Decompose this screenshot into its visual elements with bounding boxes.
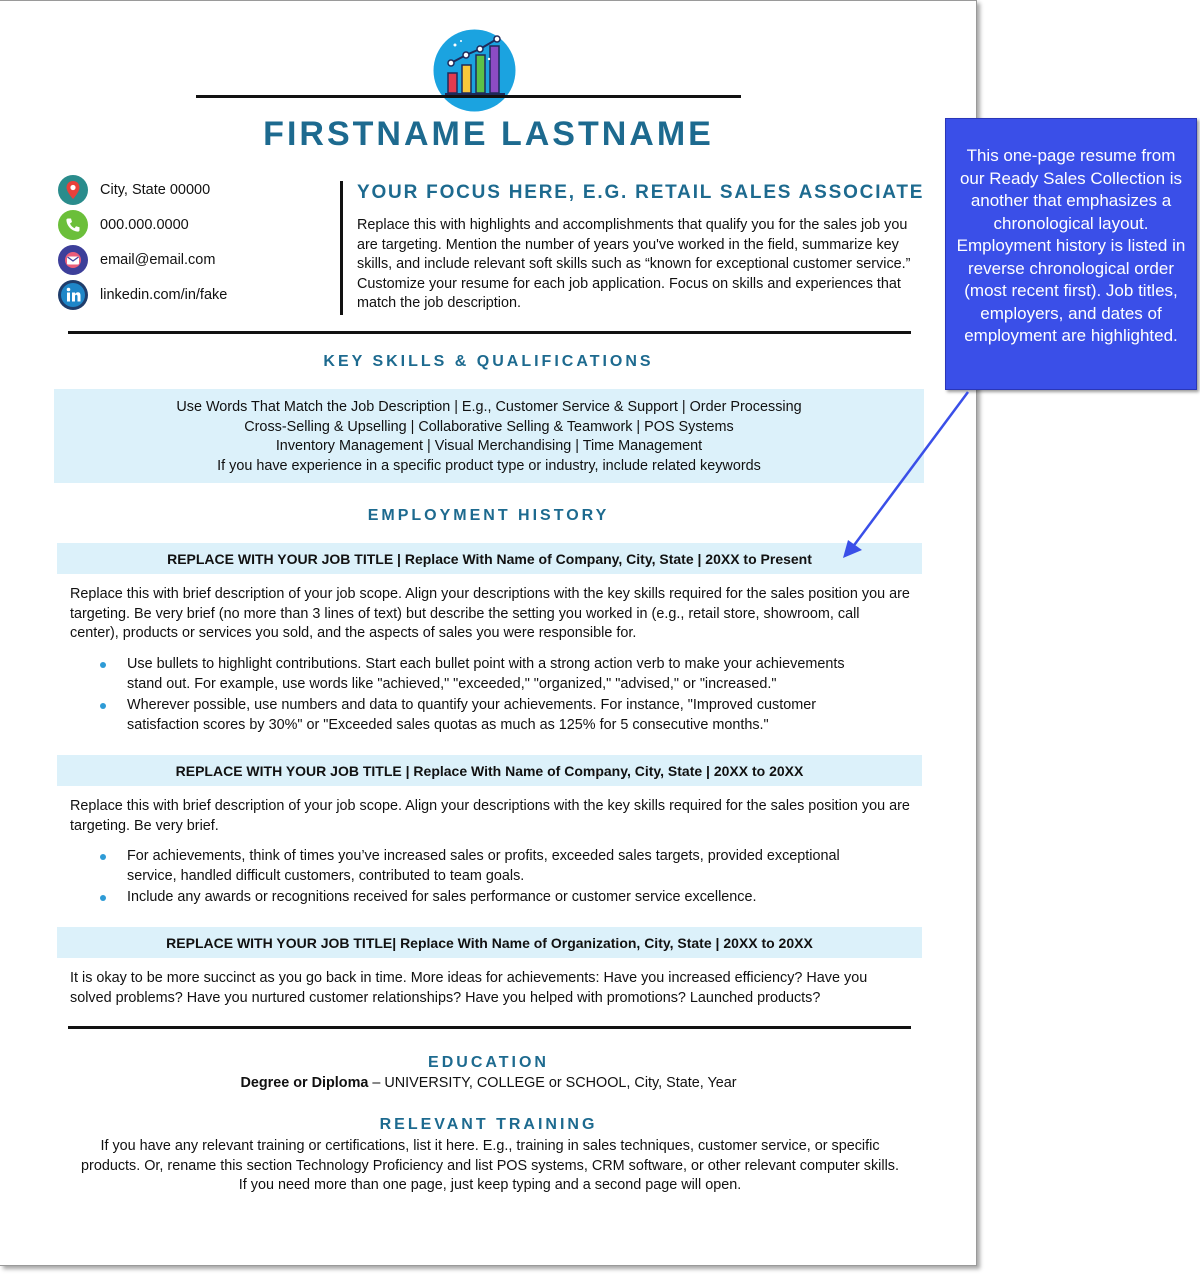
degree-label: Degree or Diploma	[240, 1075, 369, 1091]
callout-note: This one-page resume from our Ready Sales Collection is another that emphasizes a chronological layout. Employment history is listed in reverse chronological order (most recent first). Job titles, employers, and dates of employment are highlighted.	[945, 118, 1197, 390]
list-item	[70, 655, 870, 694]
bullet-text: Use bullets to highlight contributions. Start each bullet point with a strong action verb to make your achievements stand out. For example, use words like "achieved," "exceeded," "organized," "advised," or "increased."	[127, 656, 845, 692]
contact-phone-text: 000.000.0000	[100, 217, 189, 233]
job-title-bar: REPLACE WITH YOUR JOB TITLE | Replace With Name of Company, City, State | 20XX to Present	[57, 543, 922, 574]
training-section-title: RELEVANT TRAINING	[379, 1116, 598, 1133]
bullet-text: Wherever possible, use numbers and data to quantify your achievements. For instance, "Improved customer satisfaction scores by 30%" or "Exceeded sales quotas as much as 125% for 5 consecutive months."	[127, 697, 817, 733]
contact-email-text[interactable]: email@email.com	[100, 252, 216, 268]
section-divider	[68, 331, 911, 334]
skills-line: Inventory Management | Visual Merchandising | Time Management	[275, 438, 703, 454]
contact-phone	[58, 210, 189, 240]
job-bullet-list	[70, 847, 870, 910]
section-divider	[68, 1026, 911, 1029]
contact-linkedin	[58, 280, 227, 310]
skills-line: Cross-Selling & Upselling | Collaborative Selling & Teamwork | POS Systems	[244, 418, 734, 435]
candidate-name: FIRSTNAME LASTNAME	[263, 115, 714, 153]
job-description: It is okay to be more succinct as you go back in time. More ideas for achievements: Have you increased efficiency? Have you solved problems? Have you nurtured customer relationships? Have you helped with promotions? Launched products?	[70, 970, 868, 1006]
contact-location	[58, 175, 210, 205]
bar-chart-growth-icon	[431, 29, 518, 112]
job-description: Replace this with brief description of your job scope. Align your descriptions with the key skills required for the sales position you are targeting. Be very brief.	[70, 798, 910, 834]
employment-section-title: EMPLOYMENT HISTORY	[367, 507, 610, 524]
bullet-icon	[100, 662, 106, 668]
contact-email	[58, 245, 215, 275]
bullet-icon	[100, 895, 106, 901]
phone-icon	[58, 210, 88, 240]
email-icon	[58, 245, 88, 275]
bullet-icon	[100, 854, 106, 860]
job-bullet-list	[70, 655, 870, 737]
education-details: – UNIVERSITY, COLLEGE or SCHOOL, City, State, Year	[368, 1075, 737, 1091]
job-title-bar: REPLACE WITH YOUR JOB TITLE| Replace With Name of Organization, City, State | 20XX to 20XX	[57, 927, 922, 958]
location-pin-icon	[58, 175, 88, 205]
header-divider	[196, 95, 741, 98]
bullet-icon	[100, 703, 106, 709]
education-entry	[0, 1074, 977, 1094]
contact-location-text: City, State 00000	[100, 182, 211, 198]
skills-line: If you have experience in a specific product type or industry, include related keywords	[217, 457, 761, 474]
list-item	[70, 847, 870, 886]
job-title-bar: REPLACE WITH YOUR JOB TITLE | Replace With Name of Company, City, State | 20XX to 20XX	[57, 755, 922, 786]
contact-linkedin-text[interactable]: linkedin.com/in/fake	[100, 287, 228, 303]
education-section-title: EDUCATION	[428, 1054, 549, 1071]
bullet-text: For achievements, think of times you’ve increased sales or profits, exceeded sales targets, provided exceptional service, handled difficult customers, contributed to team goals.	[127, 848, 840, 884]
header-vertical-divider	[340, 181, 343, 315]
list-item	[70, 696, 870, 735]
focus-summary: Replace this with highlights and accomplishments that qualify you for the sales job you are targeting. Mention the number of years you've worked in the field, summarize key skills, and include relevant soft skills such as “known for exceptional customer service.” Customize your resume for each job application. Focus on skills and experiences that match the job description.	[357, 217, 911, 311]
linkedin-icon	[58, 280, 88, 310]
skills-section-title: KEY SKILLS & QUALIFICATIONS	[323, 353, 654, 370]
skills-box	[54, 389, 924, 483]
job-description: Replace this with brief description of your job scope. Align your descriptions with the key skills required for the sales position you are targeting. Be very brief (no more than 3 lines of text) but describe the setting you worked in (e.g., retail store, showroom, call center), products or services you sold, and the aspects of sales you were responsible for.	[70, 586, 910, 641]
focus-title: YOUR FOCUS HERE, E.G. RETAIL SALES ASSOCIATE	[357, 182, 925, 203]
list-item	[70, 888, 870, 908]
training-text: If you have any relevant training or certifications, list it here. E.g., training in sales techniques, customer service, or specific products. Or, rename this section Technology Proficiency and list POS systems, CRM software, or other relevant computer skills. If you need more than one page, just keep typing and a second page will open.	[81, 1138, 899, 1193]
bullet-text: Include any awards or recognitions received for sales performance or customer service excellence.	[127, 889, 757, 905]
skills-line: Use Words That Match the Job Description | E.g., Customer Service & Support | Order Processing	[176, 399, 802, 415]
